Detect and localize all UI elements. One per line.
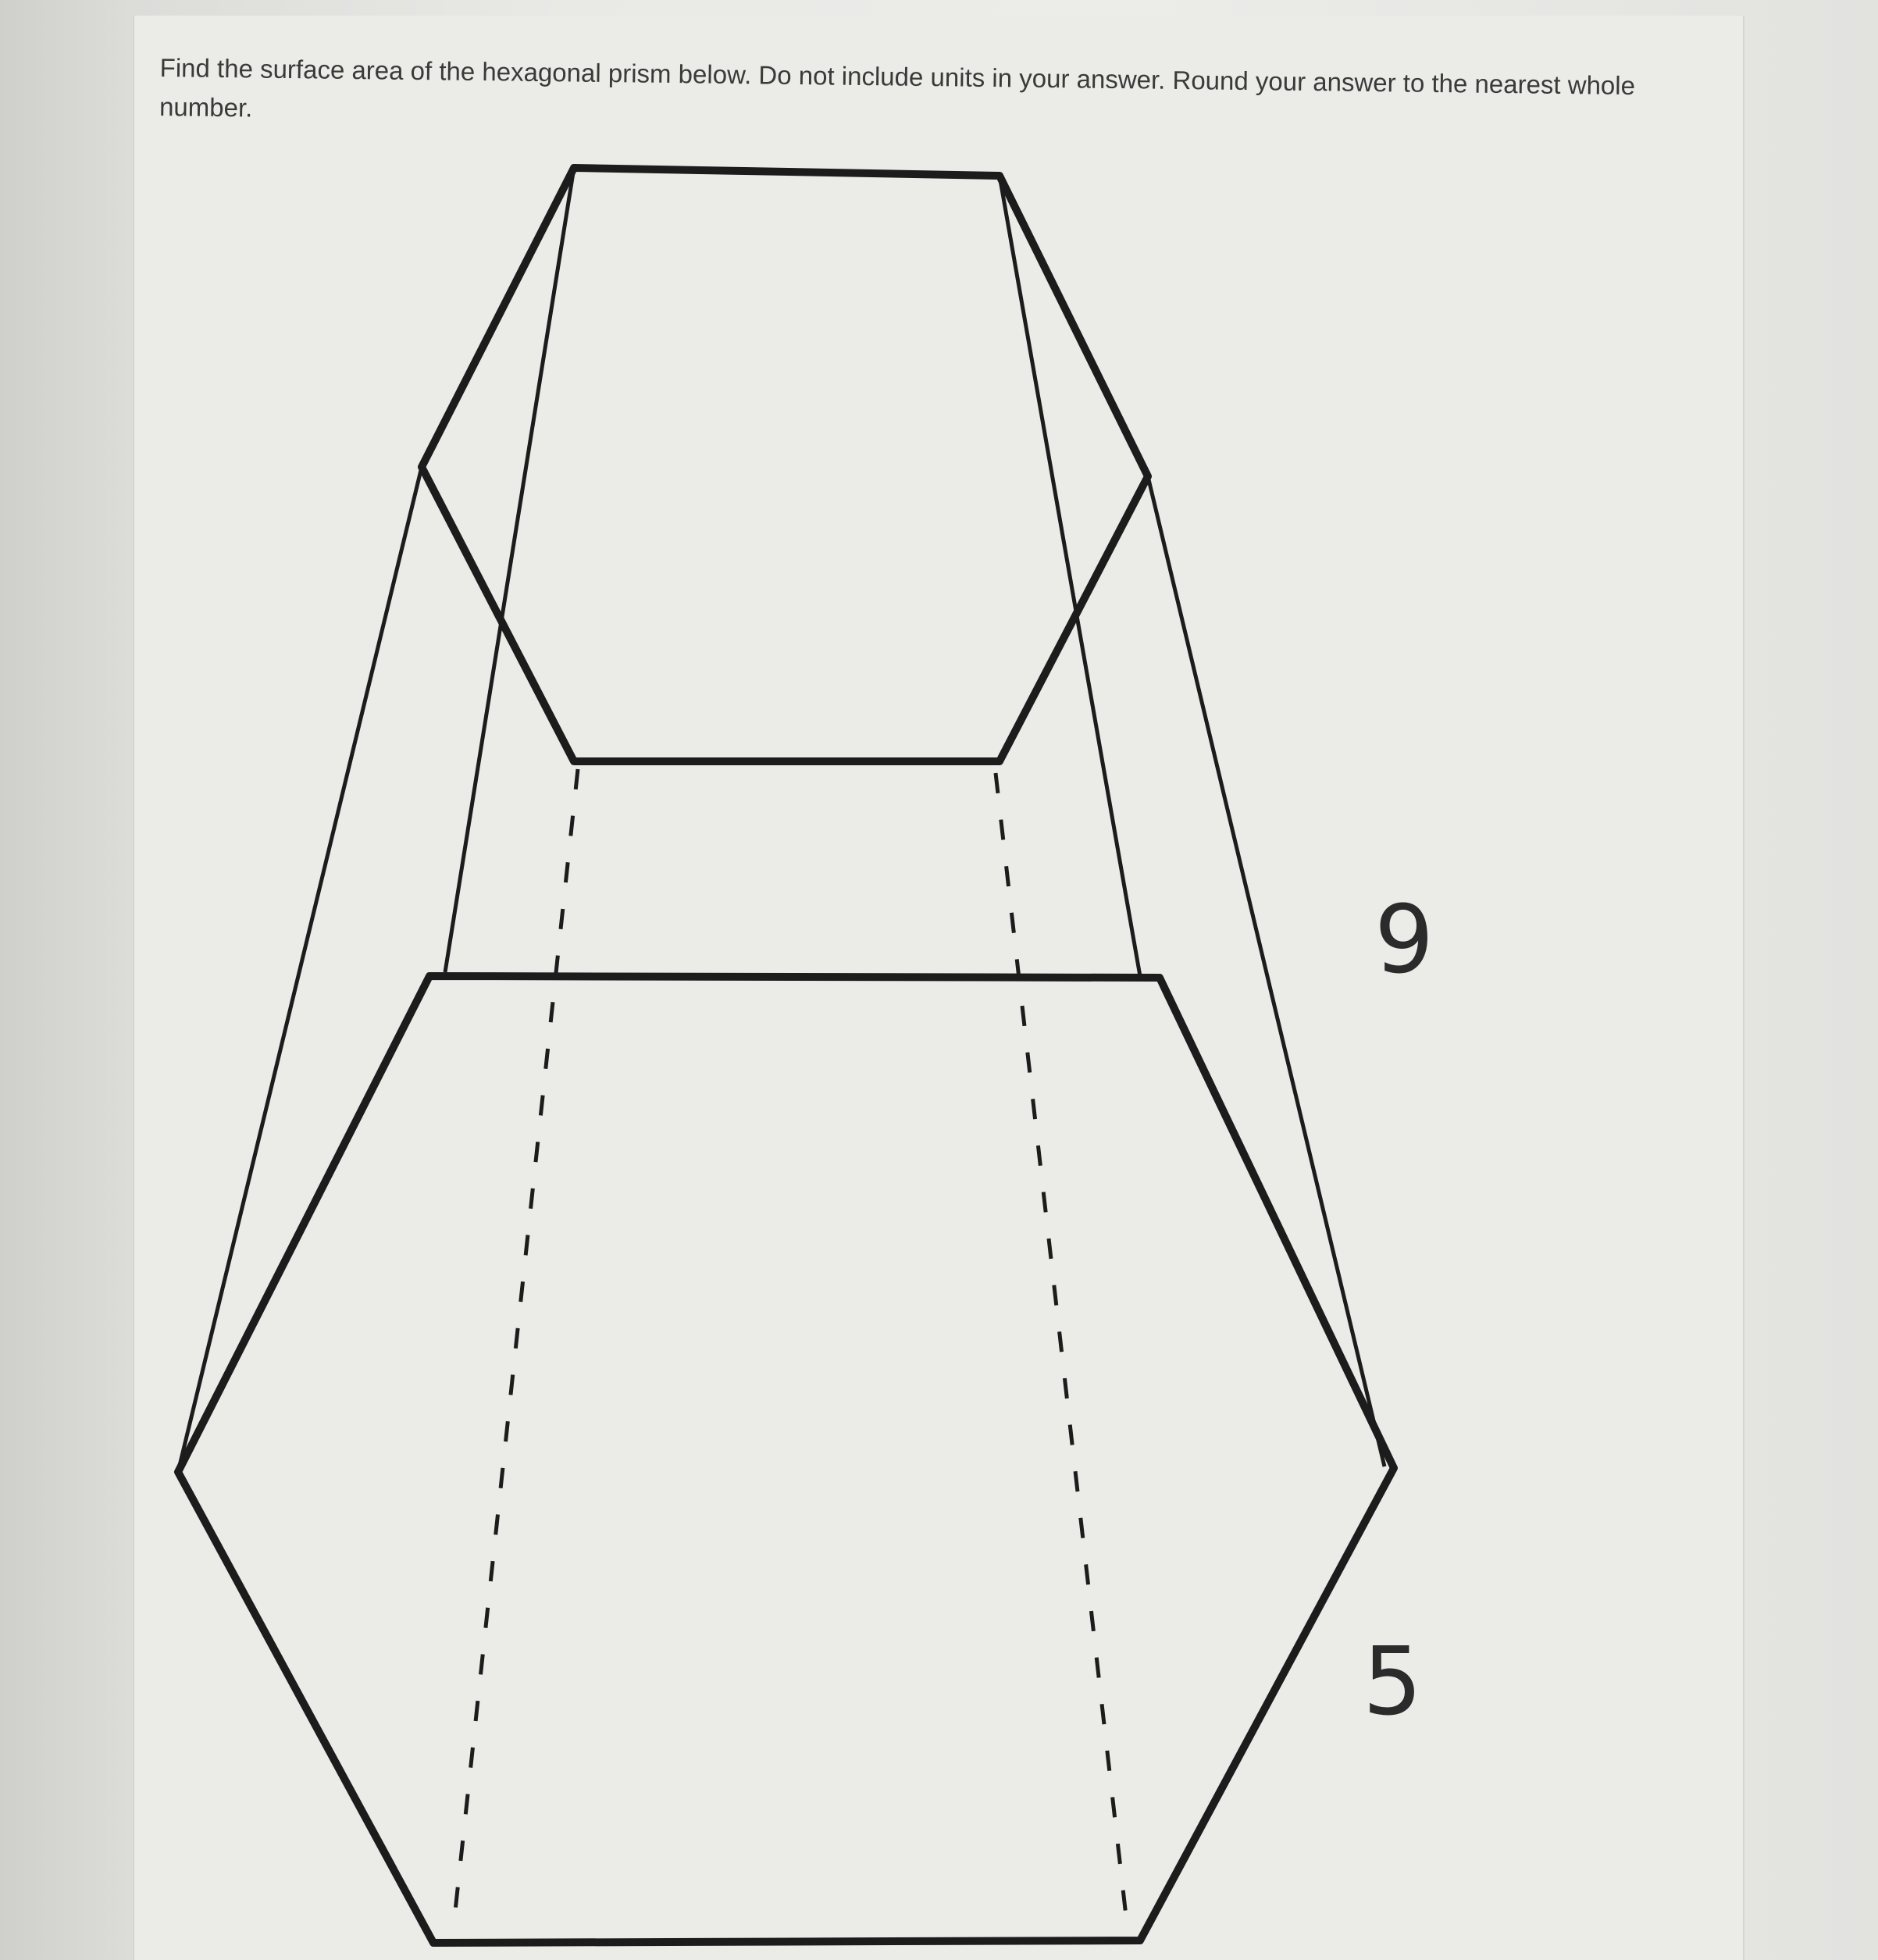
question-text: Find the surface area of the hexagonal prism below. Do not include units in your answer. Round your answer to the nearest whole number. bbox=[159, 52, 1636, 123]
lateral-edge-left bbox=[178, 467, 422, 1472]
lateral-edge-right bbox=[1148, 476, 1384, 1466]
hidden-edge-right bbox=[996, 773, 1128, 1937]
bottom-hexagon bbox=[178, 976, 1394, 1943]
hidden-edge-left bbox=[453, 769, 578, 1933]
hidden-edges bbox=[453, 769, 1128, 1937]
lateral-edge-back-right bbox=[1000, 176, 1140, 976]
side-label: 5 bbox=[1363, 1628, 1423, 1737]
lateral-edges bbox=[178, 168, 1384, 1472]
height-label: 9 bbox=[1374, 886, 1434, 995]
top-hexagon bbox=[422, 168, 1148, 761]
